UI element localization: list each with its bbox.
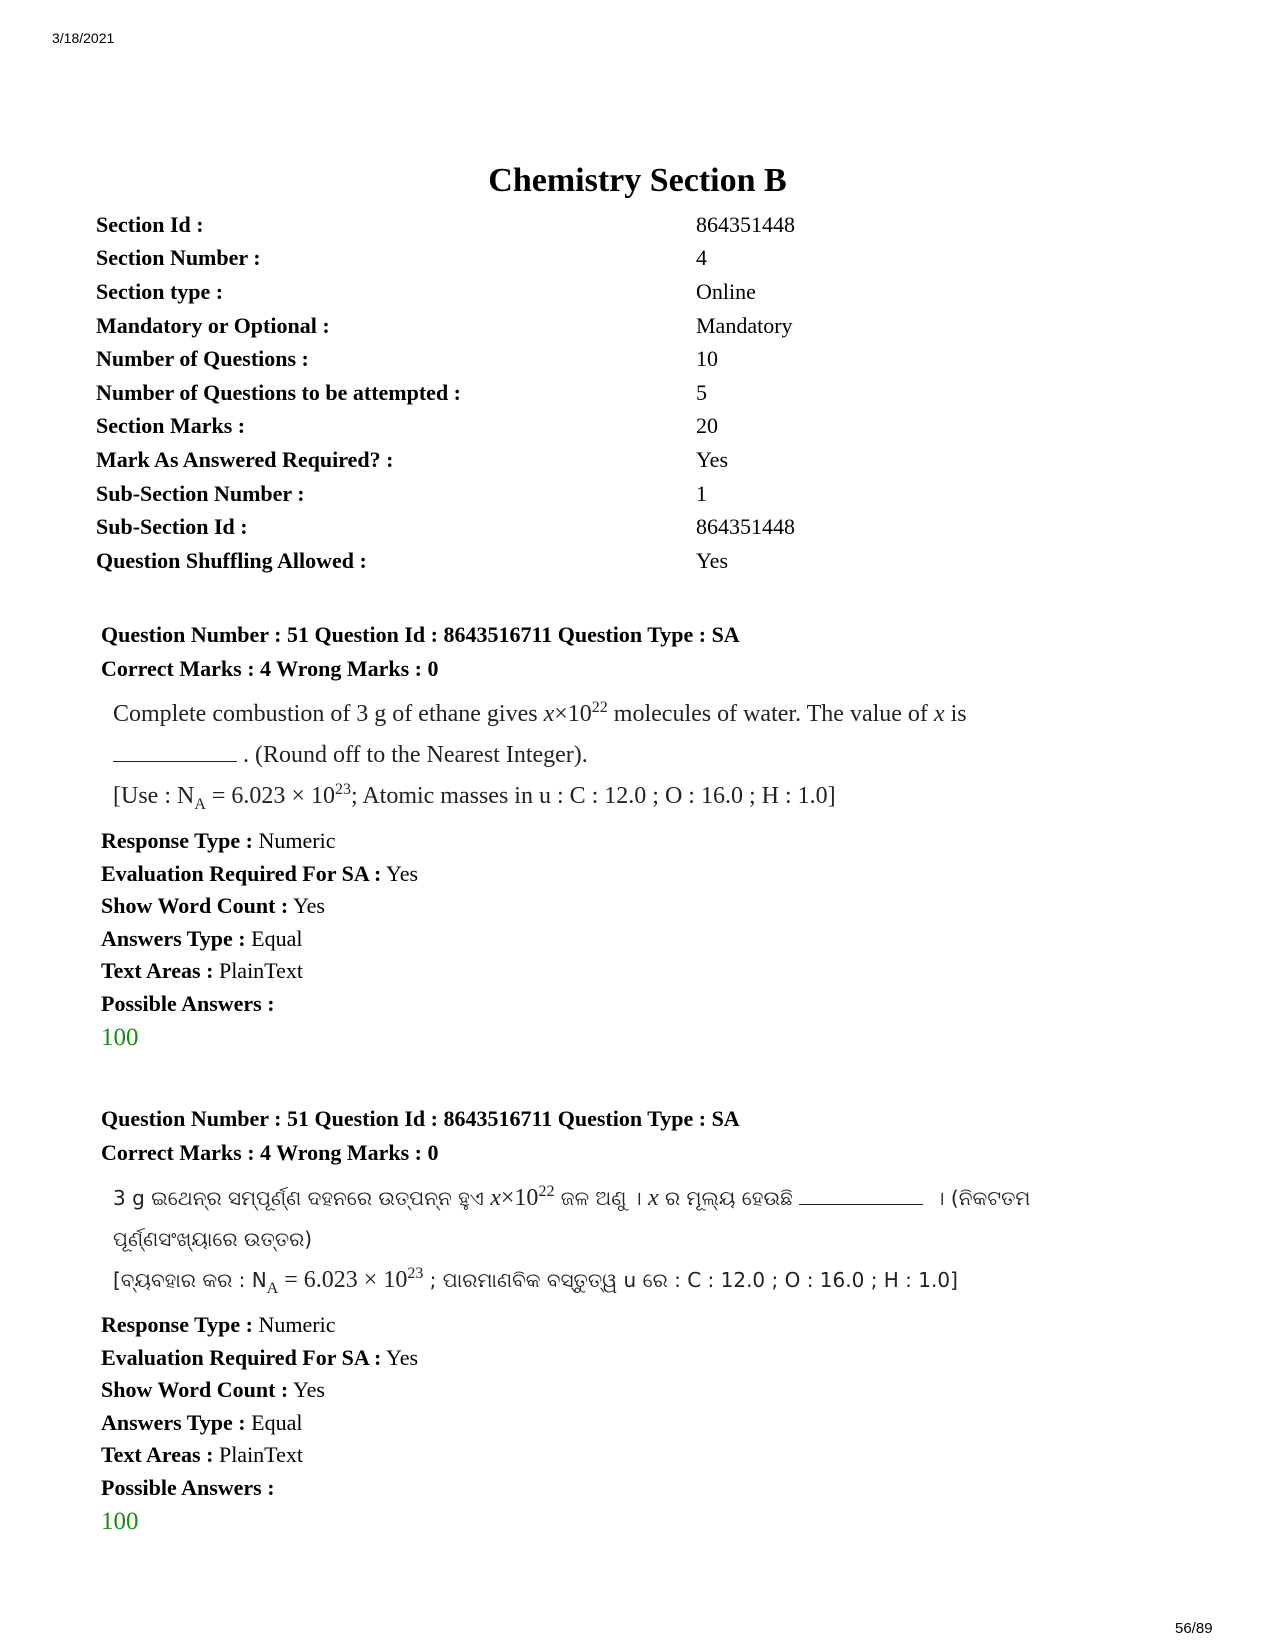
question-text-fragment: 3 g ଇଥେନ୍‌ର ସମ୍ପୂର୍ଣ୍ଣ ଦହନରେ ଉତ୍ପନ୍ନ ହୁଏ [113, 1186, 491, 1210]
exponent: 22 [591, 699, 608, 716]
answer-blank [113, 741, 237, 762]
section-info-row [96, 342, 795, 376]
attribute-label: Answers Type : [101, 1409, 246, 1435]
question-block-odia [101, 1102, 1201, 1539]
section-info-row [96, 376, 795, 410]
question-line-1 [113, 694, 1201, 735]
field-label: Section type : [96, 278, 224, 304]
field-value: 4 [696, 245, 707, 271]
variable-x: x [490, 1185, 501, 1211]
section-info-row [96, 410, 795, 444]
variable-x: x [543, 701, 555, 727]
question-text-fragment: . (Round off to the Nearest Integer). [243, 742, 588, 768]
question-heading: Question Number : 51 Question Id : 8643516711 Question Type : SA [101, 622, 740, 647]
possible-answer: 100 [101, 1507, 139, 1535]
attribute-label: Show Word Count : [101, 893, 289, 919]
attribute-row [101, 1439, 1201, 1472]
question-text-image [113, 1178, 1201, 1301]
section-info-row [96, 208, 795, 242]
field-value: 864351448 [696, 514, 795, 540]
question-text-fragment: ର ମୂଲ୍ୟ ହେଉଛି [658, 1186, 800, 1210]
section-info-table [96, 208, 795, 578]
times-ten: ×10 [554, 701, 592, 727]
times-ten: ×10 [500, 1185, 539, 1211]
question-line-3 [113, 1260, 1201, 1301]
attribute-row [101, 955, 1201, 988]
exponent: 23 [407, 1265, 424, 1282]
attribute-row [101, 1342, 1201, 1375]
attribute-value: Numeric [252, 1312, 336, 1337]
section-info-row [96, 275, 795, 309]
attribute-label: Show Word Count : [101, 1377, 289, 1403]
attribute-label: Response Type : [101, 1312, 253, 1337]
question-line-3 [113, 776, 1201, 817]
section-info-row [96, 309, 795, 343]
section-info-row [96, 443, 795, 477]
attribute-value: Yes [288, 1377, 325, 1403]
question-text-fragment: = 6.023 × 10 [205, 783, 335, 809]
variable-x: x [648, 1185, 659, 1211]
question-text-fragment: [ବ୍ୟବହାର କର : N [113, 1268, 267, 1292]
question-text-fragment: molecules of water. The value of [607, 701, 934, 727]
attribute-row [101, 1407, 1201, 1440]
attribute-value: Numeric [252, 828, 336, 853]
question-text-fragment: । (ନିକଟତମ [929, 1186, 1031, 1210]
field-value: Yes [696, 547, 729, 573]
section-info-row [96, 544, 795, 578]
question-block-english [101, 618, 1201, 1055]
question-marks: Correct Marks : 4 Wrong Marks : 0 [101, 656, 439, 681]
attribute-value: Equal [245, 1409, 303, 1435]
field-value: Mandatory [696, 312, 793, 338]
print-date: 3/18/2021 [52, 30, 115, 46]
subscript: A [266, 1279, 279, 1297]
attribute-row [101, 1472, 1201, 1505]
attribute-label: Evaluation Required For SA : [101, 860, 382, 886]
attribute-label: Text Areas : [101, 958, 214, 984]
page-number: 56/89 [1175, 1620, 1213, 1637]
answer-blank [799, 1184, 923, 1205]
section-title: Chemistry Section B [488, 162, 787, 199]
exponent: 23 [334, 781, 351, 798]
field-label: Section Id : [96, 211, 204, 237]
section-info-row [96, 242, 795, 276]
field-label: Sub-Section Number : [96, 480, 305, 506]
field-label: Mark As Answered Required? : [96, 446, 394, 472]
attribute-row [101, 1309, 1201, 1342]
question-text-fragment: is [944, 701, 967, 727]
field-label: Section Marks : [96, 413, 246, 439]
field-value: Online [696, 278, 756, 304]
field-value: 20 [696, 413, 718, 439]
attribute-label: Answers Type : [101, 925, 246, 951]
question-line-2 [113, 1219, 1201, 1260]
field-label: Number of Questions : [96, 346, 309, 372]
field-label: Number of Questions to be attempted : [96, 379, 462, 405]
field-value: 1 [696, 480, 707, 506]
possible-answer: 100 [101, 1023, 139, 1051]
variable-x: x [933, 701, 945, 727]
attribute-row [101, 923, 1201, 956]
subscript: A [194, 795, 206, 813]
section-info-row [96, 510, 795, 544]
question-text-fragment: ଜଳ ଅଣୁ । [554, 1186, 649, 1210]
attribute-label: Possible Answers : [101, 990, 275, 1016]
field-value: Yes [696, 446, 729, 472]
attribute-value: Yes [381, 1344, 419, 1370]
attribute-label: Possible Answers : [101, 1474, 275, 1500]
attribute-row [101, 890, 1201, 923]
attribute-value: Equal [245, 925, 303, 951]
attribute-label: Text Areas : [101, 1442, 214, 1468]
attribute-value: PlainText [213, 958, 303, 984]
question-text-fragment: ପୂର୍ଣ୍ଣସଂଖ୍ୟାରେ ଉତ୍ତର) [113, 1227, 313, 1251]
question-text-fragment: [Use : N [113, 783, 195, 809]
attribute-row [101, 858, 1201, 891]
question-line-1 [113, 1178, 1201, 1219]
question-heading: Question Number : 51 Question Id : 8643516711 Question Type : SA [101, 1106, 740, 1131]
field-label: Section Number : [96, 245, 261, 271]
question-text-fragment: = 6.023 × 10 [278, 1267, 408, 1293]
attribute-label: Response Type : [101, 828, 253, 853]
attribute-row [101, 1374, 1201, 1407]
attribute-row [101, 988, 1201, 1021]
field-value: 5 [696, 379, 707, 405]
exponent: 22 [538, 1183, 555, 1200]
question-line-2 [113, 735, 1201, 776]
question-text-fragment: Complete combustion of 3 g of ethane gives [113, 701, 544, 727]
question-marks: Correct Marks : 4 Wrong Marks : 0 [101, 1140, 439, 1165]
attribute-value: Yes [288, 893, 325, 919]
question-text-fragment: ; ପାରମାଣବିକ ବସ୍ତୁତ୍ୱ u ରେ : C : 12.0 ; O : 16.0 ; H : 1.0] [423, 1268, 958, 1292]
attribute-row [101, 825, 1201, 858]
field-value: 10 [696, 346, 718, 372]
field-label: Sub-Section Id : [96, 514, 248, 540]
field-label: Mandatory or Optional : [96, 312, 330, 338]
attribute-value: Yes [381, 860, 419, 886]
question-text-fragment: ; Atomic masses in u : C : 12.0 ; O : 16.0 ; H : 1.0] [350, 783, 836, 809]
attribute-value: PlainText [213, 1442, 303, 1468]
section-info-row [96, 477, 795, 511]
field-value: 864351448 [696, 211, 795, 237]
attribute-label: Evaluation Required For SA : [101, 1344, 382, 1370]
question-text-image [113, 694, 1201, 817]
field-label: Question Shuffling Allowed : [96, 547, 367, 573]
